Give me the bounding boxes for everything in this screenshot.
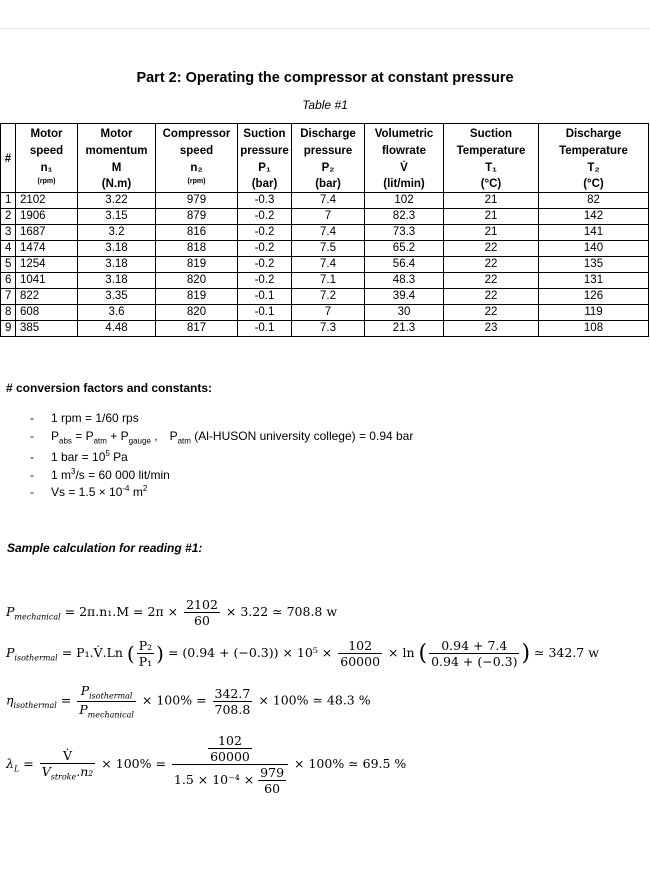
table-row [1, 209, 649, 225]
table-cell: 7.2 [292, 289, 365, 305]
conversion-item: - 1 bar = $10^5$ Pa [30, 449, 128, 464]
table-cell: 820 [156, 305, 238, 321]
table-cell: 21.3 [365, 321, 444, 337]
table-cell: 7 [292, 305, 365, 321]
table-cell: 135 [539, 257, 649, 273]
table-cell: 822 [16, 289, 78, 305]
table-cell: 879 [156, 209, 238, 225]
table-row [1, 225, 649, 241]
table-cell: 3.22 [78, 193, 156, 209]
table-cell: 108 [539, 321, 649, 337]
equation-eta-isothermal: $\eta_{isothermal}$ = $\frac{P_{isothermal}}{P_{mechanical}}$ × 100% = $\frac{342.7}{708.8}$ × 100% ≃ 48.3 % [6, 683, 371, 719]
table-cell: 1041 [16, 273, 78, 289]
table-cell: 22 [444, 257, 539, 273]
column-header: Suction pressure P₁ (bar) [238, 124, 292, 193]
table-cell: 1906 [16, 209, 78, 225]
table-cell: 820 [156, 273, 238, 289]
table-cell: 816 [156, 225, 238, 241]
table-cell: 817 [156, 321, 238, 337]
table-row [1, 273, 649, 289]
column-header: Suction Temperature T₁ (°C) [444, 124, 539, 193]
table-cell: 22 [444, 289, 539, 305]
table-cell: 39.4 [365, 289, 444, 305]
conversion-item: - $Vs = 1.5 \times 10^{-4}$ $m^2$ [30, 484, 148, 499]
table-cell: 56.4 [365, 257, 444, 273]
table-cell: 82 [539, 193, 649, 209]
page-title: Part 2: Operating the compressor at constant pressure [136, 70, 514, 86]
table-cell: 22 [444, 305, 539, 321]
table-header [1, 124, 649, 193]
table-cell: -0.2 [238, 225, 292, 241]
table-cell: 608 [16, 305, 78, 321]
column-header: Compressor speed n₂ (rpm) [156, 124, 238, 193]
table-header-row [1, 124, 649, 193]
table-cell: 141 [539, 225, 649, 241]
table-cell: 979 [156, 193, 238, 209]
table-cell: 3.18 [78, 257, 156, 273]
table-cell: 30 [365, 305, 444, 321]
table-cell: 22 [444, 273, 539, 289]
table-cell: 82.3 [365, 209, 444, 225]
table-cell: 819 [156, 257, 238, 273]
table-cell: 7.5 [292, 241, 365, 257]
table-cell: 23 [444, 321, 539, 337]
table-cell: 21 [444, 225, 539, 241]
table-cell: 7.3 [292, 321, 365, 337]
table-cell: 3.18 [78, 241, 156, 257]
table-cell: 119 [539, 305, 649, 321]
table-cell: 7 [292, 209, 365, 225]
table-cell: 48.3 [365, 273, 444, 289]
table-cell: 7.1 [292, 273, 365, 289]
table-row [1, 289, 649, 305]
table-cell: 21 [444, 209, 539, 225]
table-cell: 73.3 [365, 225, 444, 241]
table-cell: -0.2 [238, 241, 292, 257]
table-cell: 818 [156, 241, 238, 257]
table-cell: 3.15 [78, 209, 156, 225]
table-body [1, 193, 649, 337]
table-cell: 4.48 [78, 321, 156, 337]
table-cell: 819 [156, 289, 238, 305]
table-cell: 131 [539, 273, 649, 289]
table-cell: -0.1 [238, 289, 292, 305]
table-cell: 1254 [16, 257, 78, 273]
table-cell: -0.2 [238, 273, 292, 289]
table-cell: 3 [1, 225, 16, 241]
table-cell: 126 [539, 289, 649, 305]
table-caption: Table #1 [302, 98, 348, 112]
table-cell: 1474 [16, 241, 78, 257]
conversion-item: - 1 $m^3/s = 60$ 000 lit/min [30, 466, 170, 482]
table-cell: 1 [1, 193, 16, 209]
column-header: Motor speed n₁ (rpm) [16, 124, 78, 193]
table-cell: 6 [1, 273, 16, 289]
table-cell: 3.35 [78, 289, 156, 305]
table-row [1, 321, 649, 337]
table-cell: 8 [1, 305, 16, 321]
equation-p-isothermal: $P_{isothermal}$ = P₁.V̇.Ln ( $\frac{\text{P₂}}{\text{P₁}}$ ) = (0.94 + (−0.3)) × 10⁵ × $\frac{102}{60000}$ × ln ( $\frac{0.94 + 7.4}{0.94 + (-0.3)}$ ) ≃ 342.7 w [6, 638, 599, 669]
table-cell: 142 [539, 209, 649, 225]
column-header: # [1, 124, 16, 193]
table-cell: -0.3 [238, 193, 292, 209]
sample-heading: Sample calculation for reading #1: [7, 541, 203, 555]
table-cell: -0.2 [238, 209, 292, 225]
table-row [1, 241, 649, 257]
table-cell: 3.18 [78, 273, 156, 289]
column-header: Discharge pressure P₂ (bar) [292, 124, 365, 193]
conversion-list [30, 410, 413, 498]
column-header: Motor momentum M (N.m) [78, 124, 156, 193]
table-cell: 3.6 [78, 305, 156, 321]
equation-lambda-l: $\lambda_L$ = $\frac{V̇}{V_{stroke}.n_2}$ × 100% = $\frac{102}{60000}$ 1.5 × 10⁻⁴ × $\frac{979}{60}$ × 100% ≃ 69.5 % [6, 733, 407, 796]
table-row [1, 193, 649, 209]
equation-p-mechanical: $P_{mechanical} = 2\pi.n_1.M = 2\pi$ × $\frac{2102}{60}$ × 3.22 ≃ 708.8 w [6, 597, 338, 628]
conversion-item: - 1 rpm = 1/60 rps [30, 411, 139, 425]
table-cell: 7.4 [292, 225, 365, 241]
table-cell: 22 [444, 241, 539, 257]
table-cell: -0.1 [238, 321, 292, 337]
data-table [0, 123, 649, 337]
table-cell: 140 [539, 241, 649, 257]
table-cell: 2 [1, 209, 16, 225]
table-cell: 21 [444, 193, 539, 209]
table-cell: 385 [16, 321, 78, 337]
table-cell: 65.2 [365, 241, 444, 257]
table-cell: 4 [1, 241, 16, 257]
conversion-item: - $P_{abs} = P_{atm} + P_{gauge}$ , $P_{atm}$ (Al-HUSON university college) = 0.94 bar [30, 428, 414, 445]
table-cell: 7.4 [292, 193, 365, 209]
table-cell: 9 [1, 321, 16, 337]
table-row [1, 305, 649, 321]
table-cell: 3.2 [78, 225, 156, 241]
column-header: Volumetric flowrate V̇ (lit/min) [365, 124, 444, 193]
table-cell: 7 [1, 289, 16, 305]
column-header: Discharge Temperature T₂ (°C) [539, 124, 649, 193]
table-cell: 2102 [16, 193, 78, 209]
top-divider [0, 28, 650, 29]
table-cell: 7.4 [292, 257, 365, 273]
table-cell: 102 [365, 193, 444, 209]
table-cell: -0.2 [238, 257, 292, 273]
table-cell: -0.1 [238, 305, 292, 321]
table-cell: 5 [1, 257, 16, 273]
table-cell: 1687 [16, 225, 78, 241]
conversion-heading: # conversion factors and constants: [6, 381, 213, 395]
table-row [1, 257, 649, 273]
